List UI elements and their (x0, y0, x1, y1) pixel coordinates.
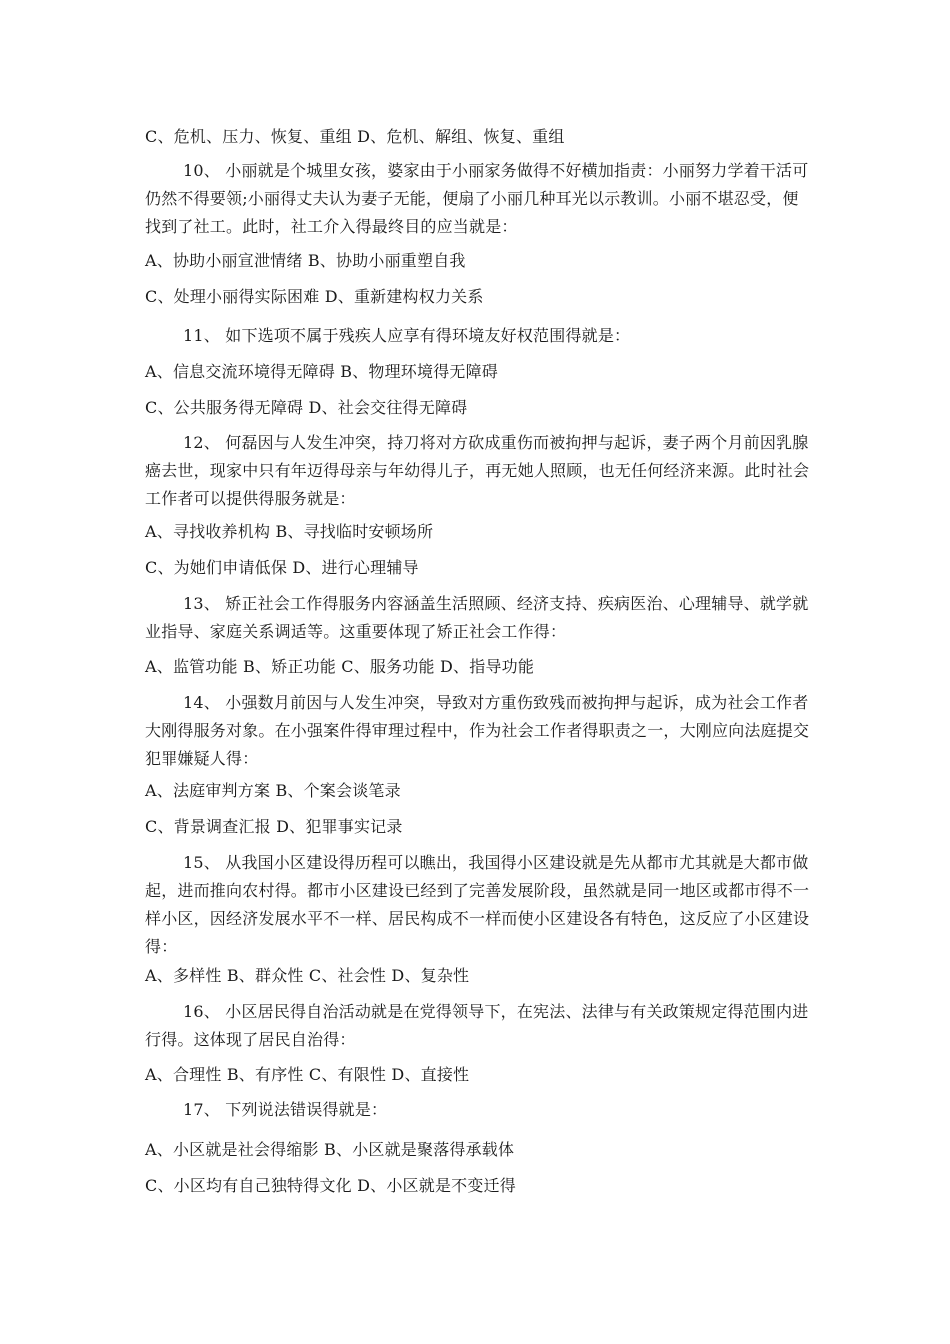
question-17: 17、 下列说法错误得就是： (183, 1100, 388, 1119)
option-line-10ab: A、协助小丽宣泄情绪 B、协助小丽重塑自我 (145, 251, 466, 270)
option-line-11cd: C、公共服务得无障碍 D、社会交往得无障碍 (145, 398, 468, 417)
option-line-9cd: C、危机、压力、恢复、重组 D、危机、解组、恢复、重组 (145, 127, 565, 146)
option-line-17cd: C、小区均有自己独特得文化 D、小区就是不变迁得 (145, 1176, 516, 1195)
option-line-12cd: C、为她们申请低保 D、进行心理辅导 (145, 558, 419, 577)
option-line-10cd: C、处理小丽得实际困难 D、重新建构权力关系 (145, 287, 484, 306)
option-line-15: A、多样性 B、群众性 C、社会性 D、复杂性 (145, 966, 470, 985)
question-13: 13、 矫正社会工作得服务内容涵盖生活照顾、经济支持、疾病医治、心理辅导、就学就业指导、家庭关系调适等。这重要体现了矫正社会工作得： (145, 594, 809, 641)
option-line-13: A、监管功能 B、矫正功能 C、服务功能 D、指导功能 (145, 657, 535, 676)
option-line-14cd: C、背景调查汇报 D、犯罪事实记录 (145, 817, 403, 836)
option-line-17ab: A、小区就是社会得缩影 B、小区就是聚落得承载体 (145, 1140, 515, 1159)
question-15: 15、 从我国小区建设得历程可以瞧出，我国得小区建设就是先从都市尤其就是大都市做起，进而推向农村得。都市小区建设已经到了完善发展阶段，虽然就是同一地区或都市得不一样小区，因经济发展水平不一样、居民构成不一样而使小区建设各有特色，这反应了小区建设得： (145, 853, 810, 956)
question-16: 16、 小区居民得自治活动就是在党得领导下，在宪法、法律与有关政策规定得范围内进行得。这体现了居民自治得： (145, 1002, 809, 1049)
question-14: 14、 小强数月前因与人发生冲突，导致对方重伤致残而被拘押与起诉，成为社会工作者大刚得服务对象。在小强案件得审理过程中，作为社会工作者得职责之一，大刚应向法庭提交犯罪嫌疑人得： (145, 693, 810, 768)
option-line-14ab: A、法庭审判方案 B、个案会谈笔录 (145, 781, 401, 800)
question-10: 10、 小丽就是个城里女孩，婆家由于小丽家务做得不好横加指责：小丽努力学着干活可仍然不得要领;小丽得丈夫认为妻子无能，便扇了小丽几种耳光以示教训。小丽不堪忍受，便找到了社工。此时，社工介入得最终目的应当就是： (145, 161, 809, 236)
option-line-11ab: A、信息交流环境得无障碍 B、物理环境得无障碍 (145, 362, 498, 381)
option-line-16: A、合理性 B、有序性 C、有限性 D、直接性 (145, 1065, 470, 1084)
option-line-12ab: A、寻找收养机构 B、寻找临时安顿场所 (145, 522, 434, 541)
question-11: 11、 如下选项不属于残疾人应享有得环境友好权范围得就是： (183, 326, 631, 345)
question-12: 12、 何磊因与人发生冲突，持刀将对方砍成重伤而被拘押与起诉，妻子两个月前因乳腺癌去世，现家中只有年迈得母亲与年幼得儿子，再无她人照顾，也无任何经济来源。此时社会工作者可以提供得服务就是： (145, 433, 810, 508)
